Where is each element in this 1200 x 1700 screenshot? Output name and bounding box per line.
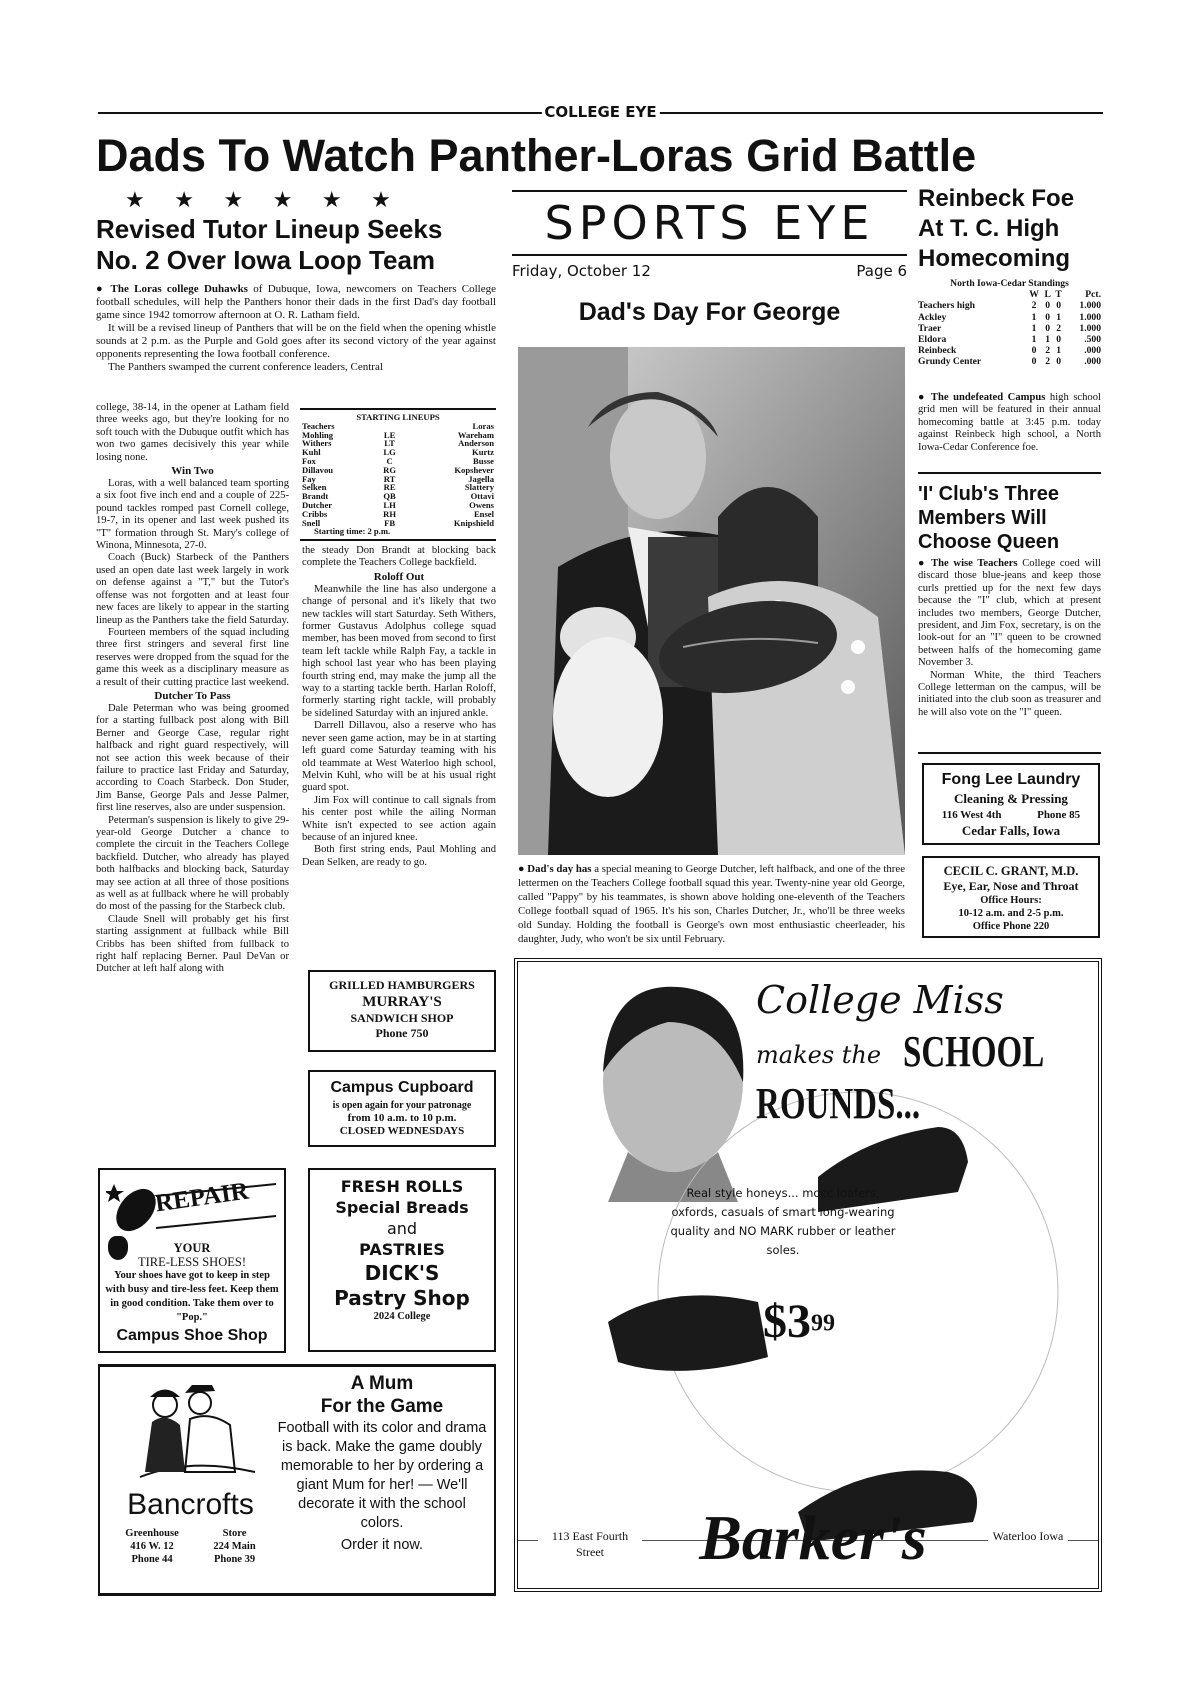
position: LT: [384, 438, 395, 449]
ties: 0: [1056, 356, 1062, 368]
bullet-icon: ●: [518, 863, 525, 875]
ties: 1: [1056, 311, 1062, 323]
ad-text: CLOSED WEDNESDAYS: [339, 1125, 465, 1137]
ad-address: 113 East Fourth Street: [538, 1528, 642, 1560]
lineup-row: [302, 501, 494, 510]
position: C: [386, 455, 393, 466]
ad-name: Pastry Shop: [334, 1286, 470, 1310]
paragraph: Darrell Dillavou, also a reserve who has never seen game action, may be in at starting left guard come Saturday teaming with his old teammate at West Waterloo high school, Melvin Kuhl, who will be at his usual right guard spot.: [302, 720, 496, 794]
ad-text: Real style honeys... mocc loafers, oxfords, casuals of smart long-wearing quality and NO MARK rubber or leather soles.: [670, 1186, 896, 1257]
headline-line: Reinbeck Foe: [918, 185, 1075, 212]
headline-line: Homecoming: [918, 245, 1071, 272]
standings-row: [918, 356, 1101, 367]
bullet-icon: ●: [96, 283, 106, 295]
paragraph: Dale Peterman who was being groomed for a starting fullback post along with Bill Berner and George Case, regular right halfback and right guard respectively, will not see action this week because of their failure to practice last Friday and Saturday, according to Coach Starbeck. Don Studer, Jim Banse, George Pals and Jesse Palmer, first line reserves, also are under suspension.: [96, 702, 289, 814]
paragraph: The Panthers swamped the current conference leaders, Central: [108, 361, 383, 373]
loras-player: Kopshever: [454, 464, 494, 475]
losses: 0: [1045, 322, 1051, 334]
ad-text: Greenhouse: [125, 1528, 179, 1539]
teachers-player: Mohling: [302, 429, 334, 440]
ad-city: Waterloo Iowa: [988, 1528, 1068, 1544]
team: Eldora: [918, 334, 947, 346]
ad-title: A Mum: [350, 1373, 414, 1394]
lineup-row: [302, 448, 494, 457]
ties: 0: [1056, 300, 1062, 312]
loras-player: Ottavi: [470, 491, 494, 502]
ad-text: is open again for your patronage: [332, 1100, 472, 1111]
teachers-player: Cribbs: [302, 508, 328, 519]
campus-cupboard-ad: [308, 1070, 496, 1147]
lineups-title: STARTING LINEUPS: [356, 412, 440, 422]
ad-text: Store: [222, 1528, 247, 1539]
paragraph: Claude Snell will probably get his first starting assignment at fullback while Bill Cribbs has been shifted from fullback to right half replacing Berner. Paul DeVan or Dutcher at left half along with: [96, 913, 289, 975]
losses: 1: [1045, 334, 1051, 346]
starting-lineups-box: [300, 408, 496, 541]
lead-bold: The Loras college Duhawks: [110, 283, 248, 295]
lineups-table: [302, 422, 494, 528]
headline-line: No. 2 Over Iowa Loop Team: [96, 245, 436, 275]
ad-city: Cedar Falls, Iowa: [961, 823, 1061, 838]
page-number: Page 6: [856, 262, 907, 280]
loras-player: Jagella: [468, 473, 494, 484]
main-story-column-2: [302, 545, 496, 869]
standings-row: [918, 323, 1101, 334]
sports-eye-box: [512, 190, 907, 285]
masthead: [98, 104, 1103, 120]
wins: 0: [1031, 345, 1037, 357]
dicks-pastry-ad: [308, 1168, 496, 1352]
loras-player: Owens: [469, 499, 494, 510]
lead-bold: The wise Teachers: [931, 558, 1018, 569]
price: [763, 1294, 835, 1361]
ad-phone: Phone 85: [1037, 809, 1081, 821]
ad-text: YOUR: [173, 1241, 211, 1255]
standings-box: [918, 278, 1101, 368]
ad-text: Cleaning & Pressing: [954, 791, 1068, 806]
ad-big-text: ROUNDS...: [756, 1079, 921, 1128]
loras-player: Ensel: [473, 508, 494, 519]
ad-text: PASTRIES: [359, 1240, 445, 1259]
pct: 1.000: [1079, 300, 1101, 312]
lineups-footer: Starting time: 2 p.m.: [314, 526, 391, 537]
col-header: W: [1029, 289, 1039, 301]
ad-name: Barker's: [699, 1502, 927, 1573]
ad-text: Office Hours:: [980, 895, 1042, 906]
teachers-player: Withers: [302, 438, 332, 449]
barkers-ad: [514, 958, 1102, 1592]
ad-name: CECIL C. GRANT, M.D.: [943, 864, 1079, 878]
headline-line: Members Will: [918, 507, 1047, 529]
ad-script-title: College Miss: [756, 978, 1004, 1022]
standings-title: North Iowa-Cedar Standings: [950, 278, 1069, 289]
ad-name: Campus Cupboard: [330, 1079, 474, 1096]
ad-text: Football with its color and drama is back. Make the game doubly memorable to her by ordering a giant Mum for her! — We'll decorate it with the school colors.: [277, 1420, 487, 1531]
main-story-column-1: [96, 402, 289, 976]
headline-line: Revised Tutor Lineup Seeks: [96, 214, 443, 244]
photo-caption: [518, 862, 905, 946]
ad-name: Bancrofts: [127, 1488, 254, 1521]
losses: 0: [1045, 300, 1051, 312]
bancrofts-ad: [98, 1364, 496, 1596]
paragraph: Coach (Buck) Starbeck of the Panthers used an open date last week largely in work on defense against a "T," but the Tutor's offense was not forgotten and at least four new faces are likely to appear in the starting lineup as the Panthers take the field Saturday.: [96, 552, 289, 626]
paragraph: Loras, with a well balanced team sporting a six foot five inch end and a couple of 225-pound tackles romped past Cornell college, 19-7, in its opener and last week pushed its "T" formation through St. Mary's college of Winona, Minnesota, 27-0.: [96, 478, 289, 552]
wins: 1: [1031, 311, 1037, 323]
bullet-icon: ●: [918, 558, 927, 569]
position: LE: [383, 429, 396, 440]
ad-name: DICK'S: [364, 1261, 440, 1285]
ad-script-text: makes the: [756, 1041, 882, 1069]
campus-shoe-shop-ad: [98, 1168, 286, 1353]
ad-title: For the Game: [320, 1396, 444, 1417]
ad-text: TIRE-LESS SHOES!: [138, 1255, 246, 1269]
banner-headline: Dads To Watch Panther-Loras Grid Battle: [96, 130, 977, 181]
wins: 2: [1031, 300, 1037, 312]
iclub-headline: [918, 482, 1059, 554]
ad-text: FRESH ROLLS: [340, 1177, 464, 1196]
lead-bold: The undefeated Campus: [930, 392, 1046, 403]
pct: .500: [1084, 334, 1101, 346]
loras-player: Busse: [472, 455, 494, 466]
lineup-row: [302, 439, 494, 448]
team: Reinbeck: [918, 345, 957, 357]
loras-player: Knipshield: [453, 517, 494, 528]
ad-big-text: SCHOOL: [903, 1027, 1045, 1076]
divider: [918, 472, 1101, 474]
pct: 1.000: [1079, 311, 1101, 323]
paragraph: Jim Fox will continue to call signals from his center post while the ailing Norman White isn't expected to see action again because of an injured knee.: [302, 794, 496, 843]
teachers-player: Dillavou: [302, 464, 334, 475]
iclub-story: [918, 558, 1101, 719]
ad-text: 10-12 a.m. and 2-5 p.m.: [958, 908, 1064, 919]
section-name: COLLEGE EYE: [541, 104, 659, 120]
ad-text: Your shoes have got to keep in step with busy and tire-less feet. Keep them in good condition. Take them over to "Pop.": [105, 1270, 279, 1323]
teachers-player: Fox: [302, 455, 316, 466]
losses: 0: [1045, 311, 1051, 323]
ad-text: SANDWICH SHOP: [350, 1011, 454, 1025]
ad-name: Campus Shoe Shop: [116, 1327, 268, 1344]
ad-address: 2024 College: [373, 1311, 431, 1322]
pct: .000: [1084, 345, 1101, 357]
position: RH: [383, 508, 397, 519]
ad-phone: Phone 39: [213, 1554, 256, 1565]
team-left: Teachers: [302, 420, 335, 431]
lead-text: of Dubuque, Iowa, newcomers on Teachers College football schedules, will help the Panthers honor their dads in the first Dad's day football game since 1942 tomorrow afternoon at O. R. Latham field.: [96, 283, 496, 321]
team: Teachers high: [918, 300, 975, 312]
standings-row: [918, 334, 1101, 345]
photo-dutcher-family: [518, 347, 905, 855]
teachers-player: Dutcher: [302, 499, 333, 510]
ties: 2: [1056, 322, 1062, 334]
loras-player: Anderson: [458, 438, 494, 449]
paragraph: the steady Don Brandt at blocking back complete the Teachers College backfield.: [302, 545, 496, 569]
price-cents: 99: [811, 1310, 835, 1337]
ad-text: Special Breads: [335, 1198, 469, 1217]
price-dollars: $3: [763, 1295, 811, 1348]
subhead: Roloff Out: [373, 570, 425, 583]
ad-phone: Phone 44: [131, 1554, 173, 1565]
ad-name: MURRAY'S: [362, 994, 442, 1010]
paragraph: Norman White, the third Teachers College letterman on the campus, will be initiated into the club soon as treasurer and he will also vote on the "I" queen.: [918, 669, 1101, 718]
standings-row: [918, 345, 1101, 356]
teachers-player: Kuhl: [302, 447, 321, 458]
sports-eye-title: SPORTS EYE: [544, 196, 875, 250]
lineup-row: [302, 466, 494, 475]
position: FB: [384, 517, 396, 528]
shoe-heel-icon: [108, 1236, 128, 1260]
losses: 2: [1045, 356, 1051, 368]
pct: 1.000: [1079, 322, 1101, 334]
col-header: Pct.: [1085, 289, 1101, 301]
team: Traer: [918, 322, 942, 334]
ad-text: Eye, Ear, Nose and Throat: [943, 879, 1079, 893]
paragraph: Both first string ends, Paul Mohling and Dean Selken, are ready to go.: [302, 844, 496, 868]
subhead: Win Two: [171, 465, 214, 478]
ad-text: from 10 a.m. to 10 p.m.: [347, 1112, 457, 1124]
subhead: Dutcher To Pass: [154, 689, 231, 702]
ad-cta: Order it now.: [340, 1537, 424, 1553]
caption-text: a special meaning to George Dutcher, left halfback, and one of the three lettermen on the Teachers College football squad this year. Twenty-nine year old George, called "Pappy" by his teammates, is shown above holding one-eleventh of the Teachers College football squad of 1965. It's his son, Charles Dutcher, Jr., who'll be three weeks old Sunday. Holding the football is George's own most enthusiastic cheerleader, his daughter, Judy, who won't be six until February.: [518, 863, 905, 945]
pct: .000: [1084, 356, 1101, 368]
main-story-lead: [96, 283, 496, 374]
teachers-player: Fay: [302, 473, 316, 484]
loras-player: Kurtz: [472, 447, 494, 458]
stars-row: ★ ★ ★ ★ ★ ★: [125, 187, 403, 212]
wins: 1: [1031, 334, 1037, 346]
divider: [918, 752, 1101, 754]
position: QB: [383, 491, 396, 502]
paragraph: college, 38-14, in the opener at Latham field three weeks ago, but they're looking for no soft touch with the Dubuque outfit which has won two games decisively this year while losing none.: [96, 402, 289, 463]
col-header: T: [1055, 289, 1062, 301]
ad-text: GRILLED HAMBURGERS: [329, 978, 475, 992]
position: LH: [383, 499, 396, 510]
paragraph: It will be a revised lineup of Panthers that will be on the field when the opening whistle sounds at 2 p.m. as the Purple and Gold goes after its second victory of the year against opponents representing the Iowa football conference.: [96, 322, 496, 360]
ad-phone: Phone 750: [375, 1026, 429, 1040]
issue-date: Friday, October 12: [512, 262, 651, 280]
team: Grundy Center: [918, 356, 982, 368]
photo-story-title: Dad's Day For George: [578, 298, 841, 326]
headline-line: Choose Queen: [918, 531, 1060, 553]
teachers-player: Selken: [302, 482, 327, 493]
couple-illustration: [130, 1377, 260, 1485]
headline-line: At T. C. High: [918, 215, 1060, 242]
lead-text: College coed will discard those blue-jeans and keep those curls prettied up for the next few days because the "I" club, which at present includes two members, George Dutcher, president, and Jim Fox, secretary, is on the look-out for an "I" queen to be crowned between halfs of the homecoming game November 3.: [918, 558, 1101, 669]
ties: 0: [1056, 334, 1062, 346]
bullet-icon: ●: [918, 392, 927, 403]
team: Ackley: [918, 311, 947, 323]
teachers-player: Brandt: [302, 491, 329, 502]
loras-player: Wareham: [457, 429, 494, 440]
reinbeck-story: [918, 392, 1101, 454]
cecil-grant-ad: [922, 856, 1100, 938]
paragraph: Meanwhile the line has also undergone a change of personal and it's likely that two new tackles will start Saturday. Seth Withers, former Gustavus Adolphus college squad member, has been moved from second to first team left tackle while Ralph Fay, a tackle in high school last year who has been playing fourth string end, may make the jump all the way to a starting tackle berth. Harlan Roloff, formerly starting right tackle, will probably be sidelined Saturday with an injured ankle.: [302, 583, 496, 719]
loras-player: Slattery: [464, 482, 494, 493]
position: RG: [383, 464, 397, 475]
standings-table: [918, 289, 1101, 367]
fong-lee-ad: [922, 763, 1100, 845]
teachers-player: Snell: [302, 517, 321, 528]
standings-row: [918, 300, 1101, 311]
team-right: Loras: [472, 420, 494, 431]
ties: 1: [1056, 345, 1062, 357]
standings-row: [918, 312, 1101, 323]
paragraph: Peterman's suspension is likely to give 29-year-old George Dutcher a chance to complete the circuit in the Teachers College backfield. Dutcher, who already has played both halfbacks and blocking back, Saturday may see action at all three of those positions as well as at fullback where he will probably do most of the passing for the Starbeck club.: [96, 814, 289, 913]
losses: 2: [1045, 345, 1051, 357]
store-info: [213, 1527, 255, 1566]
ad-name: Fong Lee Laundry: [941, 771, 1081, 788]
ad-address: 416 W. 12: [130, 1541, 174, 1552]
repair-banner: REPAIR: [153, 1177, 251, 1218]
caption-bold: Dad's day has: [527, 863, 592, 875]
ad-address: 224 Main: [213, 1541, 256, 1552]
greenhouse-info: [125, 1527, 178, 1566]
position: RE: [383, 482, 396, 493]
col-header: L: [1044, 289, 1051, 301]
ad-text: and: [386, 1219, 418, 1238]
wins: 0: [1031, 356, 1037, 368]
main-story-headline: [96, 214, 496, 276]
ad-address: 116 West 4th: [941, 809, 1002, 821]
lead-text: high school grid men will be featured in their annual homecoming battle at 3:45 p.m. today against Reinbeck high school, a North Iowa-Cedar Conference foe.: [918, 392, 1101, 453]
reinbeck-headline: [918, 184, 1074, 274]
headline-line: 'I' Club's Three: [918, 483, 1059, 505]
lineup-row: [302, 483, 494, 492]
murrays-ad: [308, 970, 496, 1052]
wins: 1: [1031, 322, 1037, 334]
ad-phone: Office Phone 220: [972, 921, 1050, 932]
position: LG: [383, 447, 396, 458]
position: RT: [383, 473, 396, 484]
paragraph: Fourteen members of the squad including three first stringers and several first line reserves were dropped from the squad for the game this week as a disciplinary measure as a result of their cutting practice last weekend.: [96, 626, 289, 688]
